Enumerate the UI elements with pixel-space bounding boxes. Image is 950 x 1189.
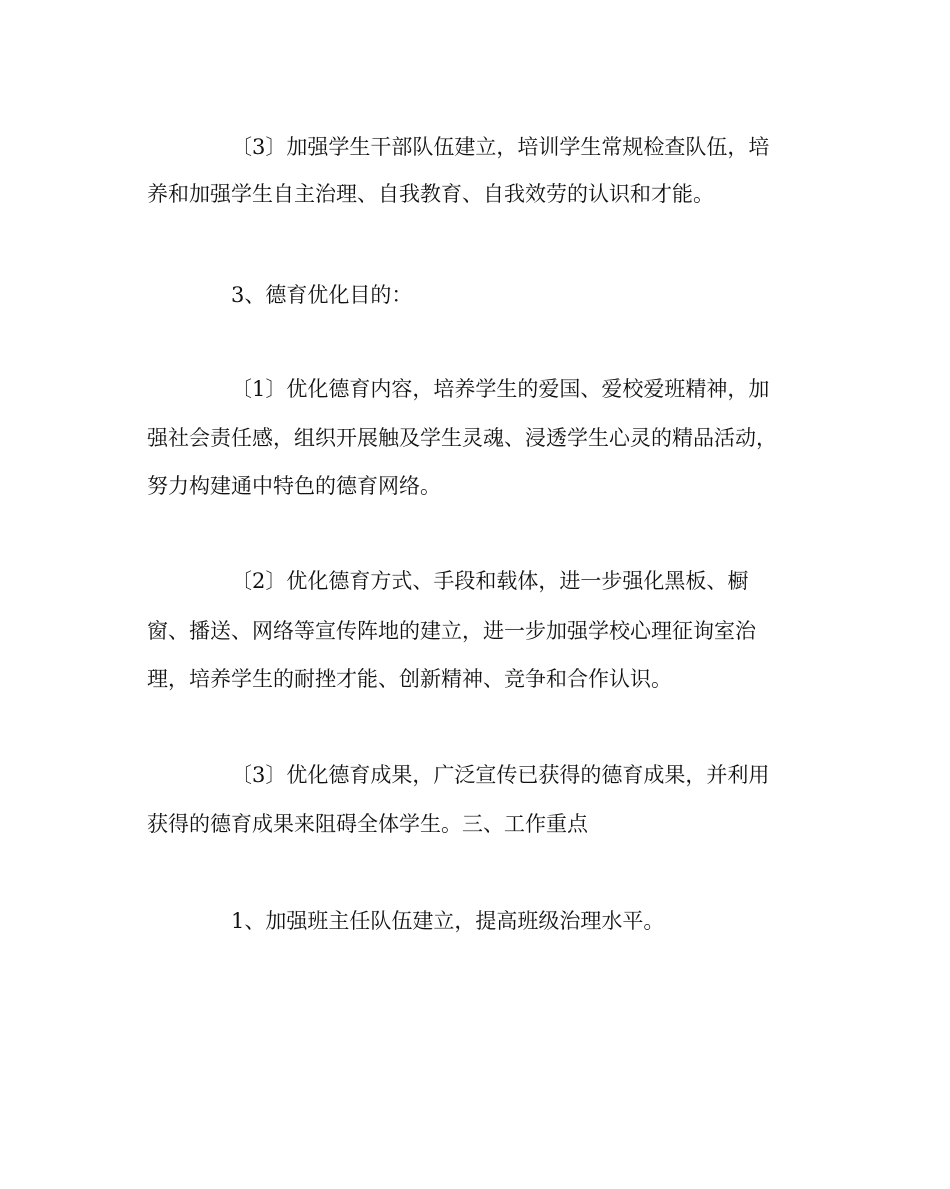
text-line: 〔2〕优化德育方式、手段和载体，进一步强化黑板、橱 xyxy=(231,569,749,593)
text-line: 〔3〕优化德育成果，广泛宣传已获得的德育成果，并利用 xyxy=(231,763,770,787)
text-line: 〔3〕加强学生干部队伍建立，培训学生常规检查队伍，培 xyxy=(231,135,770,159)
text-line: 〔1〕优化德育内容，培养学生的爱国、爱校爱班精神，加 xyxy=(231,377,770,401)
text-line: 获得的德育成果来阻碍全体学生。三、工作重点 xyxy=(147,812,588,836)
text-line: 努力构建通中特色的德育网络。 xyxy=(147,474,441,498)
text-line: 1、加强班主任队伍建立，提高班级治理水平。 xyxy=(231,909,665,933)
text-line: 理，培养学生的耐挫才能、创新精神、竞争和合作认识。 xyxy=(147,667,672,691)
text-line: 窗、播送、网络等宣传阵地的建立，进一步加强学校心理征询室治 xyxy=(147,619,756,643)
text-line: 养和加强学生自主治理、自我教育、自我效劳的认识和才能。 xyxy=(147,182,714,206)
text-line: 3、德育优化目的： xyxy=(231,283,413,307)
text-line: 强社会责任感，组织开展触及学生灵魂、浸透学生心灵的精品活动， xyxy=(147,426,777,450)
